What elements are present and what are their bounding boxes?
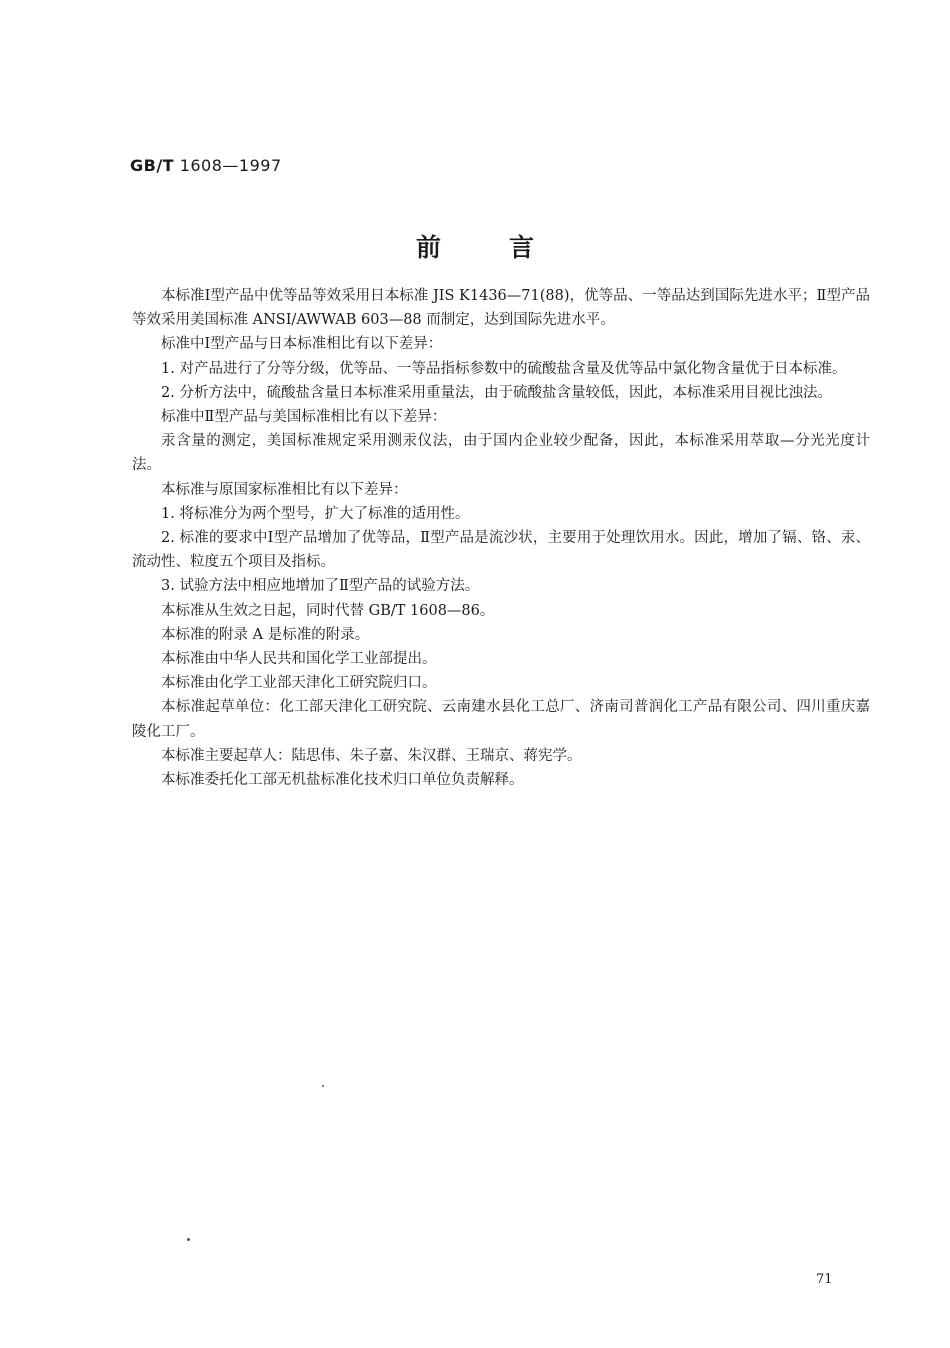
paragraph: 1. 对产品进行了分等分级，优等品、一等品指标参数中的硫酸盐含量及优等品中氯化物含量优于日本标准。: [161, 360, 847, 377]
paragraph: 本标准主要起草人：陆思伟、朱子嘉、朱汉群、王瑞京、蒋宪学。: [161, 747, 582, 764]
paragraph: 本标准起草单位：化工部天津化工研究院、云南建水县化工总厂、济南司普润化工产品有限公司、四川重庆嘉陵化工厂。: [132, 699, 870, 740]
standard-number: 1608—1997: [179, 156, 282, 175]
page-number: 71: [816, 1272, 833, 1287]
paragraph: 2. 分析方法中，硫酸盐含量日本标准采用重量法，由于硫酸盐含量较低，因此，本标准采用目视比浊法。: [161, 384, 832, 401]
paragraph: 2. 标准的要求中Ⅰ型产品增加了优等品，Ⅱ型产品是流沙状，主要用于处理饮用水。因此，增加了镉、铬、汞、流动性、粒度五个项目及指标。: [132, 530, 870, 571]
paragraph: 3. 试验方法中相应地增加了Ⅱ型产品的试验方法。: [161, 578, 480, 595]
paragraph: 1. 将标准分为两个型号，扩大了标准的适用性。: [161, 505, 470, 522]
paragraph: 本标准由中华人民共和国化学工业部提出。: [161, 651, 437, 668]
paragraph: 汞含量的测定，美国标准规定采用测汞仪法，由于国内企业较少配备，因此，本标准采用萃取—分光光度计法。: [132, 433, 870, 474]
scan-speck: [322, 1085, 324, 1087]
page-title: 前言: [415, 233, 602, 262]
paragraph: 标准中Ⅰ型产品与日本标准相比有以下差异：: [161, 336, 443, 353]
paragraph: 本标准从生效之日起，同时代替 GB/T 1608—86。: [161, 602, 495, 619]
scan-speck: [187, 1238, 190, 1241]
standard-header: [130, 156, 282, 175]
paragraph: 本标准的附录 A 是标准的附录。: [161, 626, 370, 643]
paragraph: 本标准与原国家标准相比有以下差异：: [161, 481, 408, 498]
paragraph: 本标准Ⅰ型产品中优等品等效采用日本标准 JIS K1436—71(88)，优等品、一等品达到国际先进水平；Ⅱ型产品等效采用美国标准 ANSI/AWWAB 603—88 而制定，达到国际先进水平。: [132, 288, 870, 329]
foreword-body: [132, 284, 870, 792]
paragraph: 本标准委托化工部无机盐标准化技术归口单位负责解释。: [161, 772, 524, 789]
paragraph: 标准中Ⅱ型产品与美国标准相比有以下差异：: [161, 409, 447, 426]
paragraph: 本标准由化学工业部天津化工研究院归口。: [161, 675, 437, 692]
standard-code: GB/T: [130, 156, 175, 175]
